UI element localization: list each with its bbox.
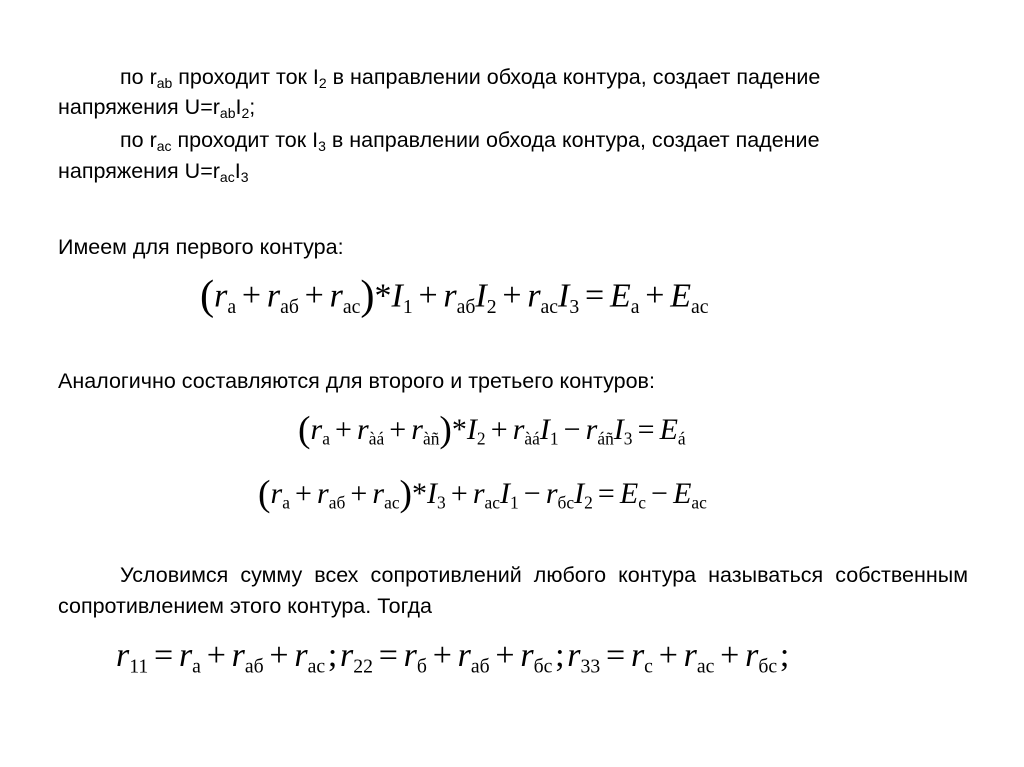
text-line-1: по $r_{ab}$ проходит ток $I_2$ в направлении обхода контура, создает падение	[120, 65, 821, 91]
text-line-2: напряжения $U=r_{ab}I_2$;	[58, 95, 256, 121]
equation-third-contour: $(r_а + r_{аб} + r_{ас})*I_3 + r_{ас}I_1 - r_{бс}I_2 = E_с - E_{ас}$	[258, 473, 707, 515]
paragraph-own-resistance: Условимся сумму всех сопротивлений любого контура называться собственным сопротивлением этого контура. Тогда	[58, 563, 968, 618]
text-line-4: напряжения $U=r_{ac}I_3$	[58, 159, 249, 185]
text-line-3: по $r_{ac}$ проходит ток $I_3$ в направлении обхода контура, создает падение	[120, 128, 820, 154]
equation-first-contour: $(r_а + r_{аб} + r_{ас})*I_1 + r_{аб}I_2 + r_{ас}I_3 = E_а + E_{ас}$	[200, 272, 709, 319]
equation-second-contour: $(r_а + r_{àá} + r_{àñ})*I_2 + r_{àá}I_1 - r_{áñ}I_3 = E_á$	[298, 409, 686, 451]
equation-own-resistances: $r_{11} = r_а + r_{аб}$ + $r_{ас};r_{22} = r_б + r_{аб}$ + $r_{бс};r_{33} = r_с + r_{ас} + r_{бс}$;	[116, 637, 790, 678]
heading-first-contour: Имеем для первого контура:	[58, 235, 344, 259]
heading-second-third-contours: Аналогично составляются для второго и третьего контуров:	[58, 369, 655, 393]
